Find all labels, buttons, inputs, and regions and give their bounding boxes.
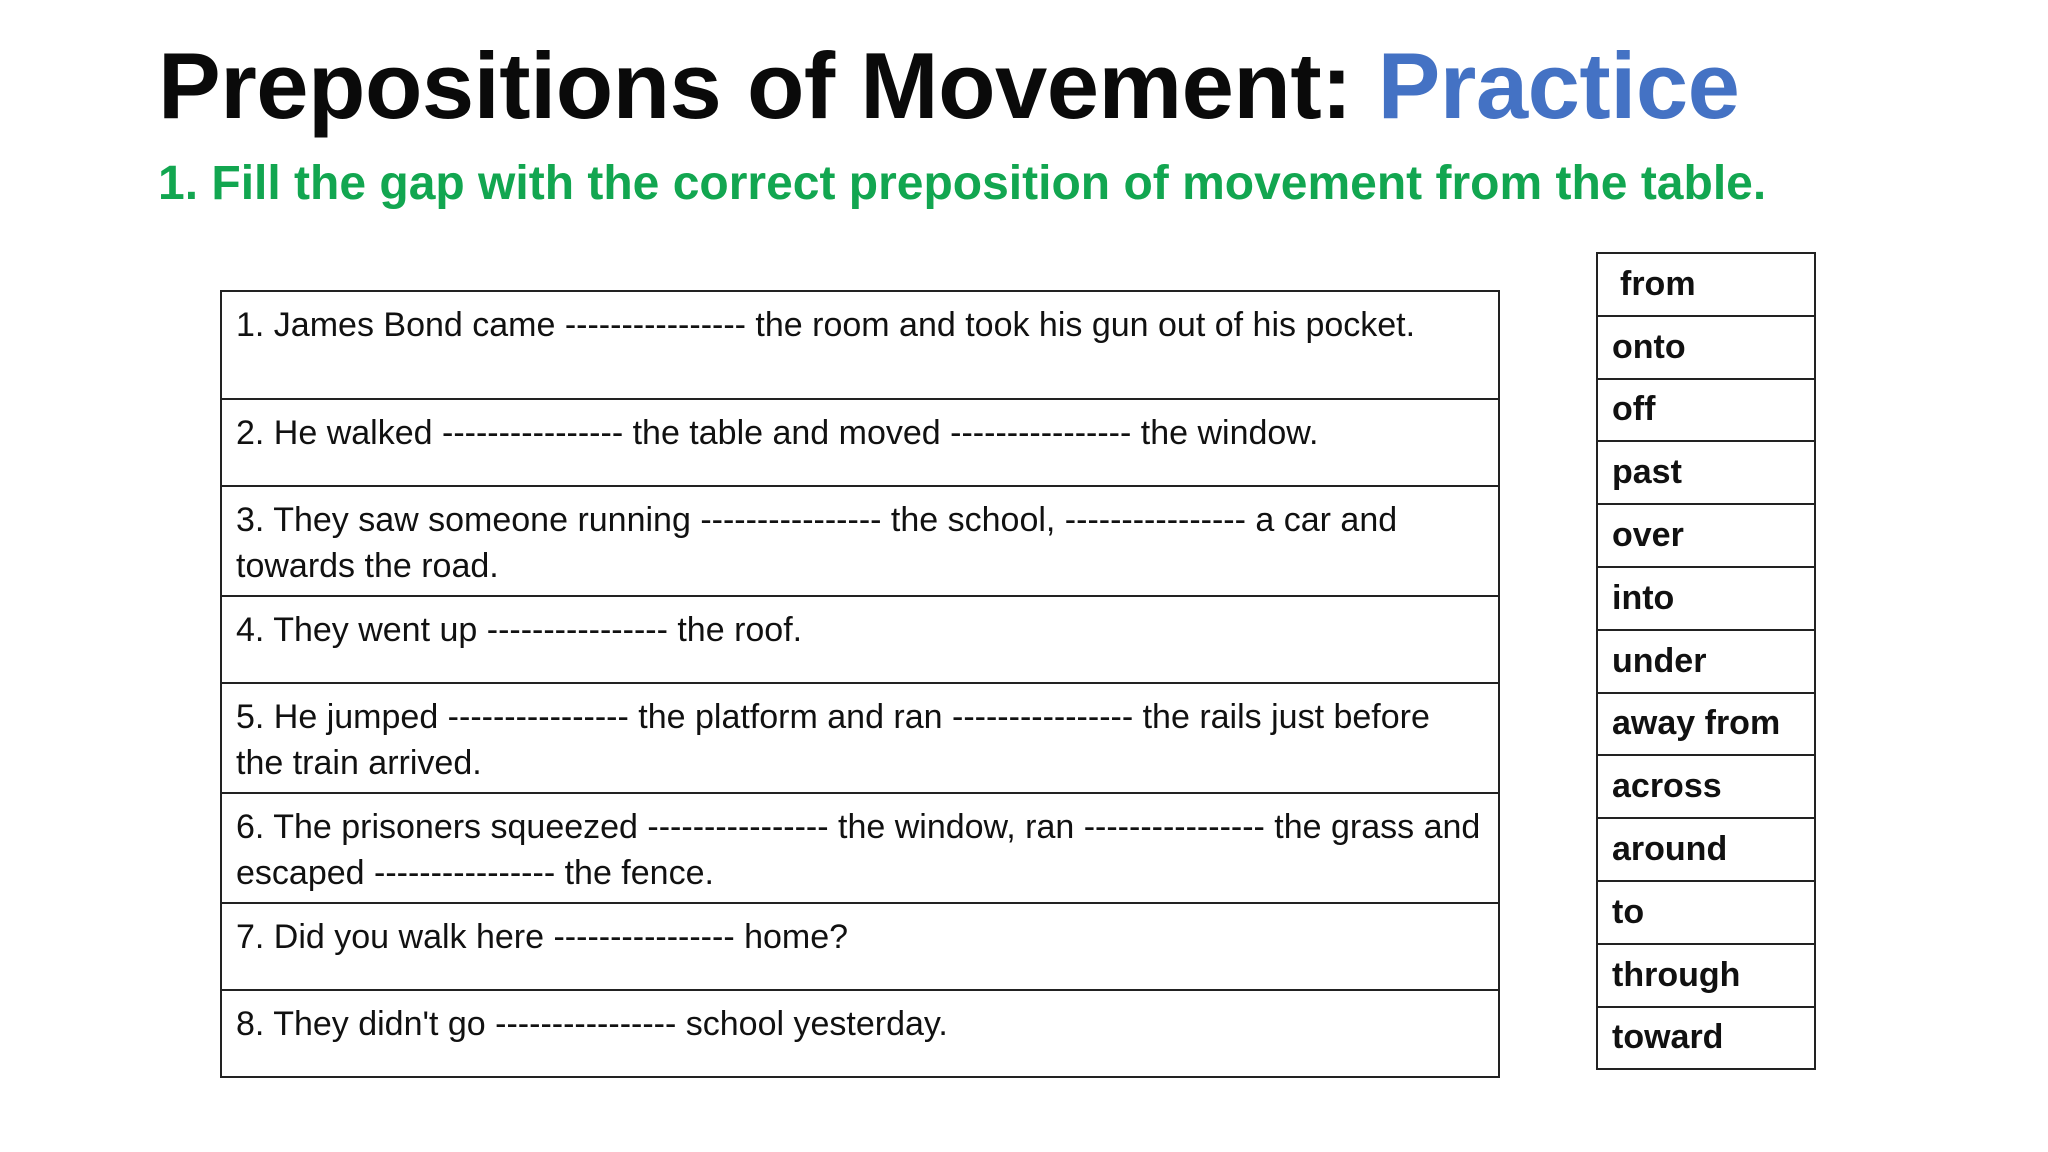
instruction-text: 1. Fill the gap with the correct preposition of movement from the table. xyxy=(158,157,1767,210)
exercise-row xyxy=(221,486,1499,596)
exercise-sentence-3: 3. They saw someone running ---------------- the school, ---------------- a car and towards the road. xyxy=(221,486,1499,596)
exercise-row xyxy=(221,291,1499,399)
exercise-sentence-5: 5. He jumped ---------------- the platform and ran ---------------- the rails just before the train arrived. xyxy=(221,683,1499,793)
exercise-row xyxy=(221,793,1499,903)
word-bank-item: onto xyxy=(1597,316,1815,379)
word-bank-row xyxy=(1597,441,1815,504)
word-bank-row xyxy=(1597,1007,1815,1070)
exercise-sentence-1: 1. James Bond came ---------------- the room and took his gun out of his pocket. xyxy=(221,291,1499,399)
exercise-table xyxy=(220,290,1500,1078)
word-bank-item: through xyxy=(1597,944,1815,1007)
word-bank-item: across xyxy=(1597,755,1815,818)
word-bank-row xyxy=(1597,567,1815,630)
exercise-row xyxy=(221,596,1499,683)
exercise-row xyxy=(221,683,1499,793)
word-bank-item: off xyxy=(1597,379,1815,442)
word-bank-item: past xyxy=(1597,441,1815,504)
exercise-sentence-4: 4. They went up ---------------- the roof. xyxy=(221,596,1499,683)
title-accent: Practice xyxy=(1377,33,1740,138)
word-bank-row xyxy=(1597,316,1815,379)
word-bank-item: into xyxy=(1597,567,1815,630)
word-bank-item: over xyxy=(1597,504,1815,567)
slide-title xyxy=(158,34,1739,137)
word-bank-row xyxy=(1597,881,1815,944)
word-bank-row xyxy=(1597,944,1815,1007)
word-bank-item: away from xyxy=(1597,693,1815,756)
word-bank-row xyxy=(1597,818,1815,881)
exercise-sentence-8: 8. They didn't go ---------------- school yesterday. xyxy=(221,990,1499,1077)
word-bank-row xyxy=(1597,630,1815,693)
word-bank-table xyxy=(1596,252,1816,1070)
exercise-sentence-7: 7. Did you walk here ---------------- home? xyxy=(221,903,1499,990)
word-bank-item: from xyxy=(1597,253,1815,316)
title-main: Prepositions of Movement: xyxy=(158,33,1378,138)
word-bank-row xyxy=(1597,693,1815,756)
word-bank-row xyxy=(1597,379,1815,442)
exercise-sentence-2: 2. He walked ---------------- the table and moved ---------------- the window. xyxy=(221,399,1499,486)
word-bank-row xyxy=(1597,253,1815,316)
word-bank-row xyxy=(1597,504,1815,567)
exercise-sentence-6: 6. The prisoners squeezed ---------------- the window, ran ---------------- the grass and escaped ---------------- the fence. xyxy=(221,793,1499,903)
word-bank-item: toward xyxy=(1597,1007,1815,1070)
exercise-row xyxy=(221,903,1499,990)
word-bank-item: under xyxy=(1597,630,1815,693)
word-bank-row xyxy=(1597,755,1815,818)
word-bank-item: to xyxy=(1597,881,1815,944)
word-bank-item: around xyxy=(1597,818,1815,881)
exercise-row xyxy=(221,990,1499,1077)
exercise-row xyxy=(221,399,1499,486)
